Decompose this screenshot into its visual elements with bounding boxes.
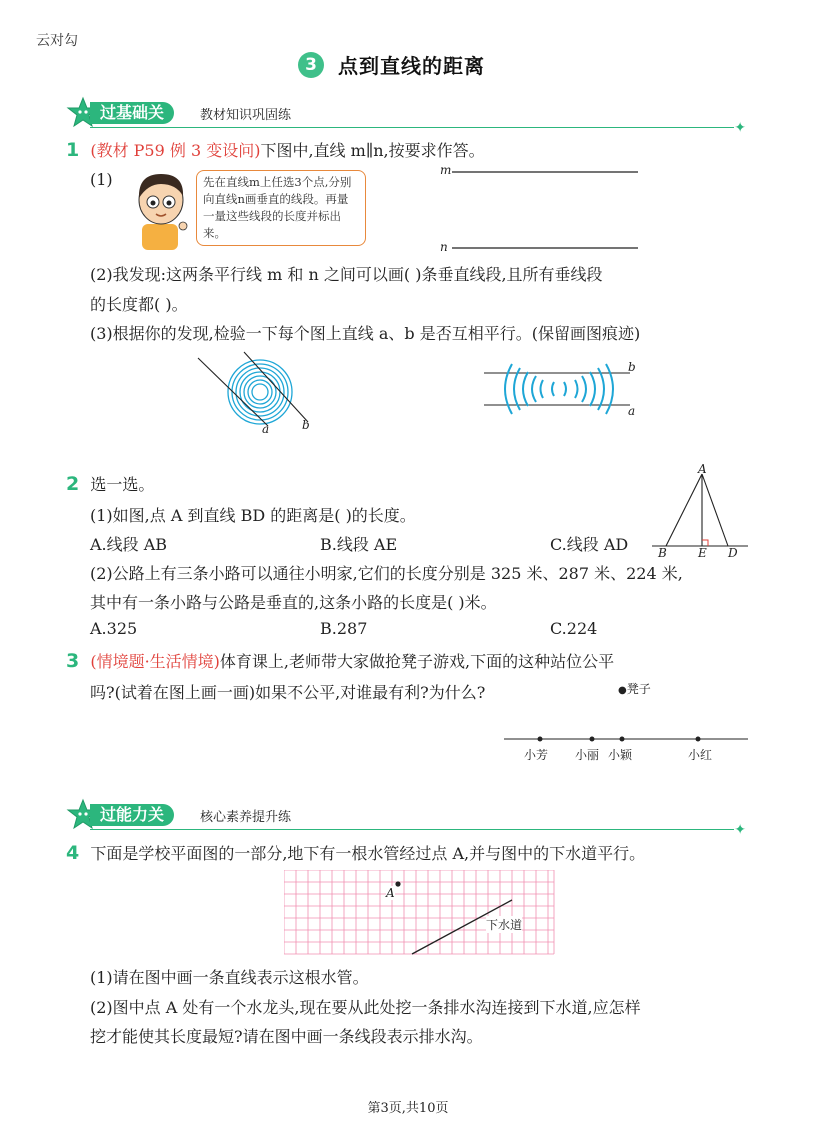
sewer-label: 下水道 [486, 918, 523, 932]
page-title: 点到直线的距离 [338, 54, 485, 78]
lesson-title [298, 50, 485, 79]
road-line-figure [504, 732, 748, 746]
q2-part1: (1)如图,点 A 到直线 BD 的距离是( )的长度。 [90, 506, 416, 525]
section-basic-bar [66, 98, 746, 136]
tri-label-d: D [728, 546, 738, 560]
q3-stem-line2: 吗?(试着在图上画一画)如果不公平,对谁最有利?为什么? [90, 683, 486, 702]
triangle-figure [652, 466, 748, 558]
small-star-icon: ✦ [734, 822, 746, 838]
fig2-label-b: b [628, 360, 636, 374]
section-label: 过能力关 [90, 804, 174, 826]
kid-label-xiaofang: 小芳 [524, 748, 549, 762]
question-text: 下图中,直线 m∥n,按要求作答。 [260, 141, 485, 160]
fig2-label-a: a [628, 404, 636, 418]
question-text: 选一选。 [90, 475, 155, 494]
question-number: 4 [66, 842, 80, 864]
arcs-lines-figure [480, 356, 640, 418]
question-text: 下面是学校平面图的一部分,地下有一根水管经过点 A,并与图中的下水道平行。 [90, 844, 646, 863]
q2-part2-line2: 其中有一条小路与公路是垂直的,这条小路的长度是( )米。 [90, 593, 497, 612]
stool-dot-icon: ● [618, 685, 627, 696]
parallel-lines-figure [436, 162, 646, 257]
q4-stem [66, 841, 645, 864]
q2-stem [66, 472, 154, 495]
section-divider [90, 829, 734, 830]
q2-option-b: B.线段 AE [320, 535, 398, 554]
q1-part3: (3)根据你的发现,检验一下每个图上直线 a、b 是否互相平行。(保留画图痕迹) [90, 324, 641, 343]
hint-speech-bubble: 先在直线m上任选3个点,分别向直线n画垂直的线段。再量一量这些线段的长度并标出来。 [196, 170, 366, 246]
fig1-label-b: b [302, 418, 310, 432]
q2-part2-line1: (2)公路上有三条小路可以通往小明家,它们的长度分别是 325 米、287 米、224 米, [90, 564, 683, 583]
q1-part2-line2: 的长度都( )。 [90, 295, 188, 314]
boy-mascot-illustration [128, 168, 194, 250]
q1-part2-line1: (2)我发现:这两条平行线 m 和 n 之间可以画( )条垂直线段,且所有垂线段 [90, 265, 603, 284]
q2-option-a2: A.325 [90, 619, 138, 638]
question-text: 体育课上,老师带大家做抢凳子游戏,下面的这种站位公平 [219, 652, 615, 671]
section-subtitle: 核心素养提升练 [200, 810, 292, 825]
q1-part1-label: (1) [90, 170, 113, 189]
kid-label-xiaoying: 小颖 [608, 748, 633, 762]
line-n-label: n [440, 240, 448, 254]
q3-stem-line1 [66, 649, 614, 672]
brand-label: 云对勾 [36, 33, 78, 49]
q4-part2-line1: (2)图中点 A 处有一个水龙头,现在要从此处挖一条排水沟连接到下水道,应怎样 [90, 998, 641, 1017]
question-tag: (教材 P59 例 3 变设问) [90, 141, 261, 160]
question-tag: (情境题·生活情境) [90, 652, 220, 671]
fig1-label-a: a [262, 422, 270, 436]
question-number: 2 [66, 473, 80, 495]
section-divider [90, 127, 734, 128]
line-m-label: m [440, 163, 452, 177]
point-a-label: A [386, 886, 395, 900]
stool-text: 凳子 [626, 682, 651, 696]
q1-stem [66, 138, 485, 161]
section-ability-bar [66, 800, 746, 838]
q4-part1: (1)请在图中画一条直线表示这根水管。 [90, 968, 369, 987]
q2-option-c: C.线段 AD [550, 535, 629, 554]
tri-label-e: E [698, 546, 707, 560]
question-number: 3 [66, 650, 80, 672]
lesson-number-badge: 3 [298, 52, 324, 78]
q2-option-a: A.线段 AB [90, 535, 168, 554]
section-label: 过基础关 [90, 102, 174, 124]
q2-option-b2: B.287 [320, 619, 368, 638]
small-star-icon: ✦ [734, 120, 746, 136]
page-footer: 第3页,共10页 [367, 1101, 449, 1116]
section-subtitle: 教材知识巩固练 [200, 108, 292, 123]
stool-label [618, 680, 651, 697]
tri-label-a: A [698, 462, 707, 476]
question-number: 1 [66, 139, 80, 161]
kid-label-xiaoli: 小丽 [575, 748, 600, 762]
tri-label-b: B [658, 546, 667, 560]
kid-label-xiaohong: 小红 [688, 748, 713, 762]
school-grid-figure [284, 870, 556, 956]
q2-option-c2: C.224 [550, 619, 598, 638]
q4-part2-line2: 挖才能使其长度最短?请在图中画一条线段表示排水沟。 [90, 1027, 483, 1046]
